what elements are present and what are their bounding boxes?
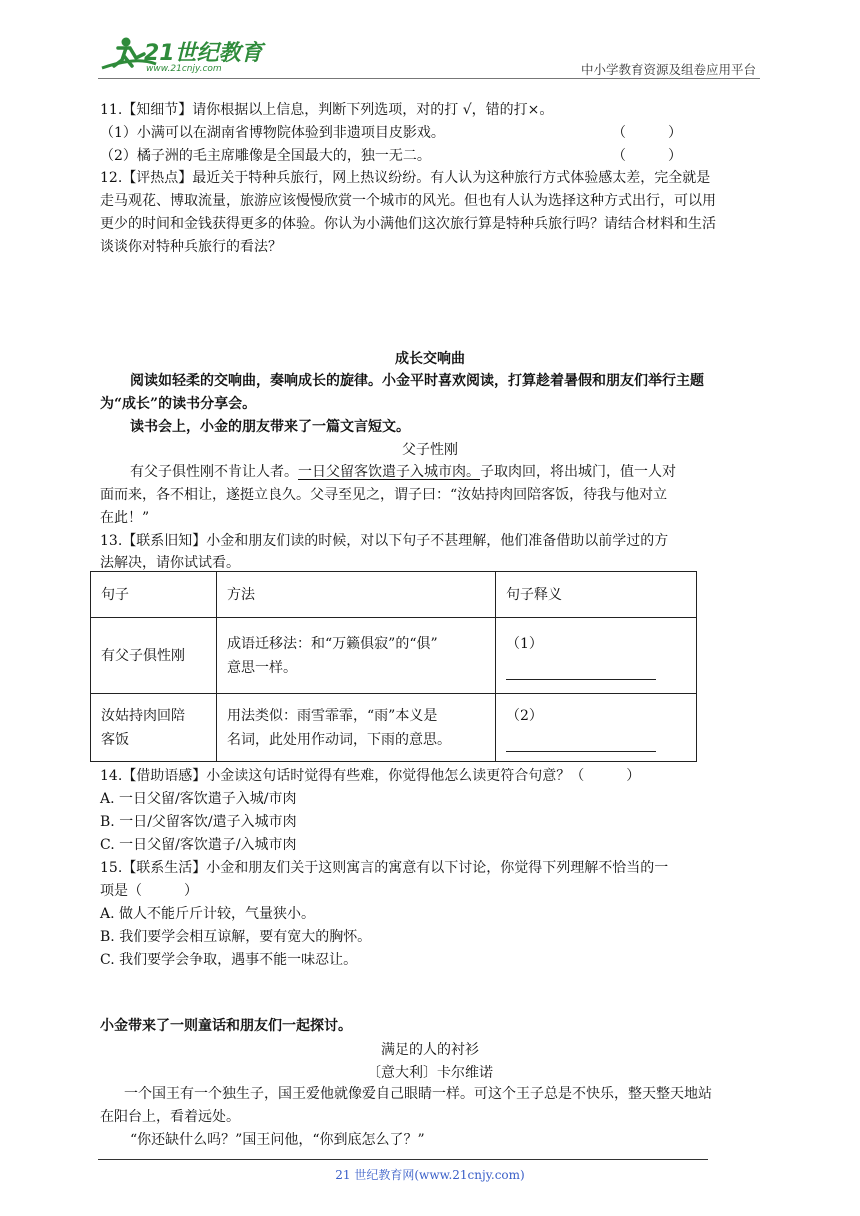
- table-row: [91, 618, 697, 694]
- table-cell-method: [217, 618, 496, 694]
- q15-option-c[interactable]: C. 我们要学会争取，遇事不能一味忍让。: [100, 952, 358, 968]
- section-title: 成长交响曲: [395, 351, 465, 367]
- table-header: 句子释义: [496, 572, 697, 618]
- text-title: 父子性刚: [402, 442, 458, 458]
- q13-table: [90, 571, 697, 762]
- q14-option-a[interactable]: A. 一日父留/客饮遣子入城/市肉: [100, 791, 297, 807]
- table-row: [91, 694, 697, 762]
- text-line-1-a: 有父子俱性刚不肯让人者。: [130, 464, 298, 480]
- method-line: 成语迁移法：和“万籁俱寂”的“俱”: [227, 635, 438, 652]
- q13-line-2: 法解决，请你试试看。: [100, 555, 240, 571]
- q12-line-1: 12.【评热点】最近关于特种兵旅行，网上热议纷纷。有人认为这种旅行方式体验感太差，完全就是: [100, 170, 711, 186]
- answer-label: （2）: [506, 707, 543, 724]
- table-cell-sentence: 有父子俱性刚: [91, 618, 217, 694]
- q14-option-c[interactable]: C. 一日父留/客饮遣子/入城市肉: [100, 837, 297, 853]
- q11-item-2-paren[interactable]: （ ）: [612, 148, 682, 164]
- story-line-1: 一个国王有一个独生子，国王爱他就像爱自己眼睛一样。可这个王子总是不快乐，整天整天地站: [124, 1086, 712, 1102]
- table-header: 方法: [217, 572, 496, 618]
- platform-name: 中小学教育资源及组卷应用平台: [580, 62, 756, 77]
- q11-item-1: （1）小满可以在湖南省博物院体验到非遗项目皮影戏。: [100, 125, 445, 141]
- sentence-line: 汝姑持肉回陪: [101, 707, 185, 724]
- intro-line-3: 读书会上，小金的朋友带来了一篇文言短文。: [130, 419, 410, 435]
- intro-line-2: 为“成长”的读书分享会。: [100, 396, 257, 412]
- answer-blank-1[interactable]: [506, 665, 656, 680]
- q14-option-b[interactable]: B. 一日/父留客饮/遣子入城市肉: [100, 814, 297, 830]
- story-line-3: “你还缺什么吗？”国王问他，“你到底怎么了？”: [130, 1132, 425, 1148]
- text-line-3: 在此！”: [100, 510, 150, 526]
- q15-option-b[interactable]: B. 我们要学会相互谅解，要有宽大的胸怀。: [100, 929, 372, 945]
- q13-line-1: 13.【联系旧知】小金和朋友们读的时候，对以下句子不甚理解，他们准备借助以前学过的方: [100, 533, 669, 549]
- table-cell-answer: [496, 694, 697, 762]
- answer-label: （1）: [506, 635, 543, 652]
- q15-line-2: 项是（ ）: [100, 883, 198, 899]
- header-divider: [98, 78, 760, 79]
- method-line: 名词，此处用作动词，下雨的意思。: [227, 731, 451, 748]
- story-title: 满足的人的衬衫: [381, 1042, 479, 1058]
- underlined-sentence: 一日父留客饮遣子入城市肉。: [298, 464, 480, 480]
- text-line-2: 面而来，各不相让，遂挺立良久。父寻至见之，谓子曰：“汝姑持肉回陪客饭，待我与他对立: [100, 487, 668, 503]
- story-intro: 小金带来了一则童话和朋友们一起探讨。: [100, 1018, 352, 1034]
- logo-url: www.21cnjy.com: [146, 64, 222, 74]
- q12-line-3: 更少的时间和金钱获得更多的体验。你认为小满他们这次旅行算是特种兵旅行吗？请结合材料和生活: [100, 216, 716, 232]
- intro-line-1: 阅读如轻柔的交响曲，奏响成长的旋律。小金平时喜欢阅读，打算趁着暑假和朋友们举行主题: [130, 373, 704, 389]
- q11-item-1-paren[interactable]: （ ）: [612, 125, 682, 141]
- table-cell-sentence: [91, 694, 217, 762]
- table-header: 句子: [91, 572, 217, 618]
- q12-line-2: 走马观花、博取流量，旅游应该慢慢欣赏一个城市的风光。但也有人认为选择这种方式出行，可以用: [100, 193, 716, 209]
- method-line: 意思一样。: [227, 659, 297, 676]
- footer-divider: [98, 1159, 708, 1160]
- footer-text[interactable]: 21 世纪教育网(www.21cnjy.com): [335, 1168, 525, 1182]
- text-line-1-b: 子取肉回，将出城门，值一人对: [480, 464, 676, 480]
- q12-line-4: 谈谈你对特种兵旅行的看法？: [100, 239, 282, 255]
- story-line-2: 在阳台上，看着远处。: [100, 1109, 240, 1125]
- q11-item-2: （2）橘子洲的毛主席雕像是全国最大的，独一无二。: [100, 148, 431, 164]
- sentence-line: 客饭: [101, 731, 129, 748]
- logo-text: 21世纪教育: [144, 41, 263, 66]
- q15-line-1: 15.【联系生活】小金和朋友们关于这则寓言的寓意有以下讨论，你觉得下列理解不恰当的一: [100, 860, 669, 876]
- story-author: 〔意大利〕卡尔维诺: [367, 1065, 493, 1081]
- table-cell-method: [217, 694, 496, 762]
- method-line: 用法类似：雨雪霏霏，“雨”本义是: [227, 707, 438, 724]
- table-cell-answer: [496, 618, 697, 694]
- q15-option-a[interactable]: A. 做人不能斤斤计较，气量狭小。: [100, 906, 316, 922]
- q11-stem: 11.【知细节】请你根据以上信息，判断下列选项，对的打 √，错的打×。: [100, 102, 554, 118]
- table-header-row: [91, 572, 697, 618]
- text-line-1: [130, 462, 676, 482]
- q14-stem: 14.【借助语感】小金读这句话时觉得有些难，你觉得他怎么读更符合句意？（ ）: [100, 768, 641, 784]
- answer-blank-2[interactable]: [506, 737, 656, 752]
